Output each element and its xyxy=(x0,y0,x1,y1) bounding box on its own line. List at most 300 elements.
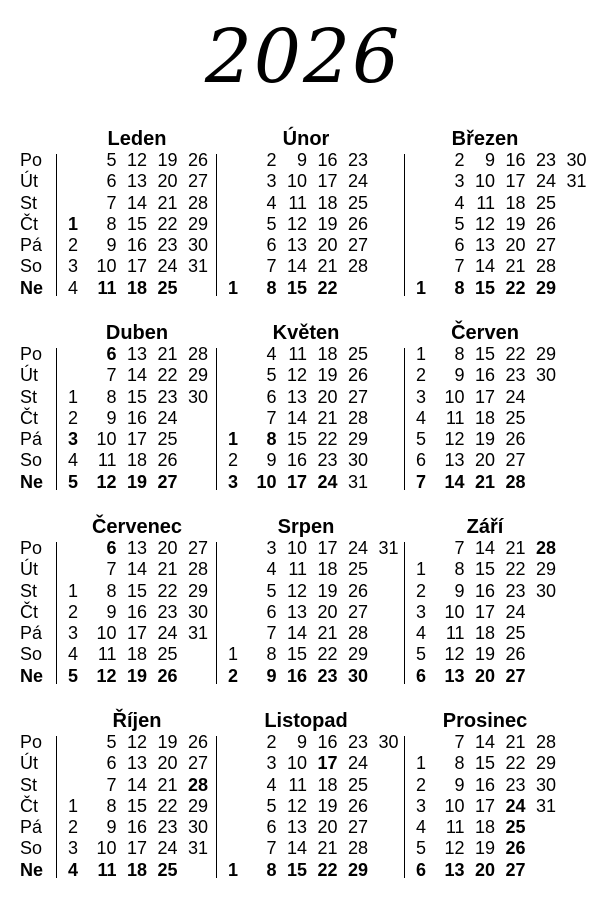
day-cell: 4 xyxy=(454,192,465,213)
day-cell: 10 xyxy=(444,795,465,816)
day-cell: 19 xyxy=(157,150,178,170)
day-cell: 8 xyxy=(266,644,277,665)
day-cell: 12 xyxy=(286,580,307,601)
day-cell: 5 xyxy=(415,644,426,665)
day-cell: 29 xyxy=(187,795,208,816)
day-cell: 8 xyxy=(106,580,117,601)
month-name: Červen xyxy=(451,322,519,344)
day-label: Ne xyxy=(20,471,44,492)
day-cell: 10 xyxy=(96,838,117,859)
day-cell: 4 xyxy=(266,559,277,580)
day-cell: 27 xyxy=(535,235,556,256)
day-cell: 3 xyxy=(266,753,277,774)
day-cell: 12 xyxy=(444,644,465,665)
day-cell: 11 xyxy=(97,277,117,298)
day-cell: 14 xyxy=(286,623,307,644)
day-label: Čt xyxy=(20,795,38,816)
day-cell: 5 xyxy=(415,429,426,450)
day-cell: 4 xyxy=(67,859,78,880)
day-cell: 7 xyxy=(106,559,117,580)
day-cell: 31 xyxy=(187,623,208,644)
day-cell: 14 xyxy=(126,192,147,213)
day-cell: 24 xyxy=(535,171,556,192)
month-name: Duben xyxy=(105,322,169,344)
day-label: Pá xyxy=(20,235,43,256)
day-cell: 12 xyxy=(126,732,147,752)
day-cell: 16 xyxy=(126,407,147,428)
day-cell: 4 xyxy=(415,817,426,838)
day-cell: 1 xyxy=(415,277,426,298)
day-cell: 12 xyxy=(286,365,307,386)
day-cell: 16 xyxy=(317,150,338,170)
day-cell: 10 xyxy=(96,623,117,644)
day-cell: 10 xyxy=(286,538,307,558)
day-cell: 21 xyxy=(317,623,338,644)
day-cell: 2 xyxy=(67,407,78,428)
day-cell: 18 xyxy=(474,407,495,428)
day-cell: 30 xyxy=(535,365,556,386)
day-cell: 8 xyxy=(266,429,277,450)
day-cell: 7 xyxy=(106,192,117,213)
day-cell: 5 xyxy=(67,665,78,686)
day-cell: 21 xyxy=(474,471,495,492)
day-cell: 11 xyxy=(288,559,307,580)
day-cell: 13 xyxy=(444,859,465,880)
day-cell: 12 xyxy=(126,150,147,170)
day-cell: 13 xyxy=(286,386,307,407)
day-cell: 12 xyxy=(474,213,495,234)
day-cell: 6 xyxy=(415,859,426,880)
day-cell: 16 xyxy=(126,235,147,256)
day-cell: 12 xyxy=(96,665,117,686)
day-cell: 22 xyxy=(317,859,338,880)
day-cell: 8 xyxy=(266,277,277,298)
day-cell: 24 xyxy=(347,538,368,558)
day-cell: 30 xyxy=(347,450,368,471)
day-cell: 2 xyxy=(67,235,78,256)
day-cell: 5 xyxy=(454,213,465,234)
day-cell: 11 xyxy=(97,644,117,665)
day-cell: 6 xyxy=(266,386,277,407)
day-label: Pá xyxy=(20,429,43,450)
day-cell: 31 xyxy=(535,795,556,816)
day-cell: 25 xyxy=(535,192,556,213)
day-cell: 29 xyxy=(347,644,368,665)
day-cell: 19 xyxy=(474,429,495,450)
day-cell: 3 xyxy=(415,386,426,407)
day-cell: 25 xyxy=(157,859,178,880)
day-cell: 7 xyxy=(454,732,465,752)
day-cell: 28 xyxy=(505,471,526,492)
day-cell: 25 xyxy=(505,623,526,644)
day-cell: 25 xyxy=(157,644,178,665)
day-cell: 25 xyxy=(347,192,368,213)
month-name: Srpen xyxy=(277,516,335,538)
month-name: Říjen xyxy=(112,710,162,732)
day-cell: 4 xyxy=(67,450,78,471)
day-label: Ne xyxy=(20,277,44,298)
day-cell: 27 xyxy=(157,471,178,492)
day-cell: 5 xyxy=(106,732,117,752)
day-cell: 4 xyxy=(266,192,277,213)
day-cell: 26 xyxy=(347,795,368,816)
day-cell: 24 xyxy=(347,753,368,774)
day-cell: 30 xyxy=(378,732,399,752)
day-cell: 20 xyxy=(157,538,178,558)
day-cell: 26 xyxy=(535,213,556,234)
day-label: Út xyxy=(20,559,38,580)
day-cell: 18 xyxy=(474,623,495,644)
day-cell: 30 xyxy=(187,601,208,622)
day-cell: 28 xyxy=(187,192,208,213)
day-cell: 6 xyxy=(106,171,117,192)
day-cell: 11 xyxy=(445,817,465,838)
day-cell: 17 xyxy=(474,601,495,622)
day-cell: 17 xyxy=(286,471,307,492)
day-cell: 9 xyxy=(454,580,465,601)
day-cell: 7 xyxy=(266,256,277,277)
day-cell: 3 xyxy=(266,171,277,192)
month-name: Prosinec xyxy=(442,710,528,732)
day-cell: 7 xyxy=(454,256,465,277)
day-cell: 28 xyxy=(535,732,556,752)
day-cell: 11 xyxy=(288,192,307,213)
day-cell: 29 xyxy=(347,859,368,880)
day-cell: 24 xyxy=(505,795,526,816)
day-cell: 1 xyxy=(227,644,238,665)
day-label: So xyxy=(20,256,43,277)
day-cell: 24 xyxy=(347,171,368,192)
day-cell: 6 xyxy=(454,235,465,256)
day-cell: 14 xyxy=(474,256,495,277)
day-cell: 19 xyxy=(157,732,178,752)
day-cell: 27 xyxy=(347,601,368,622)
day-cell: 15 xyxy=(474,277,495,298)
day-cell: 21 xyxy=(157,192,178,213)
day-cell: 20 xyxy=(317,386,338,407)
month-červen xyxy=(0,322,606,497)
day-cell: 15 xyxy=(474,344,495,364)
day-cell: 19 xyxy=(317,213,338,234)
day-cell: 25 xyxy=(157,429,178,450)
day-cell: 28 xyxy=(535,538,556,558)
day-cell: 25 xyxy=(347,344,368,364)
day-cell: 26 xyxy=(157,450,178,471)
day-cell: 18 xyxy=(474,817,495,838)
day-cell: 16 xyxy=(474,774,495,795)
day-cell: 21 xyxy=(157,344,178,364)
day-cell: 15 xyxy=(474,559,495,580)
day-cell: 23 xyxy=(317,450,338,471)
day-cell: 24 xyxy=(505,386,526,407)
day-cell: 2 xyxy=(67,601,78,622)
day-cell: 20 xyxy=(474,450,495,471)
day-cell: 30 xyxy=(187,386,208,407)
day-cell: 26 xyxy=(347,580,368,601)
day-cell: 9 xyxy=(106,817,117,838)
day-cell: 6 xyxy=(106,538,117,558)
day-cell: 27 xyxy=(187,171,208,192)
day-cell: 22 xyxy=(505,753,526,774)
day-cell: 16 xyxy=(474,365,495,386)
day-cell: 20 xyxy=(317,235,338,256)
day-cell: 31 xyxy=(566,171,587,192)
day-cell: 8 xyxy=(106,386,117,407)
month-září xyxy=(0,516,606,691)
day-cell: 15 xyxy=(126,580,147,601)
day-cell: 23 xyxy=(157,817,178,838)
day-cell: 3 xyxy=(67,429,78,450)
day-cell: 4 xyxy=(415,407,426,428)
day-cell: 2 xyxy=(415,365,426,386)
day-cell: 23 xyxy=(157,386,178,407)
day-cell: 29 xyxy=(187,213,208,234)
day-cell: 1 xyxy=(227,429,238,450)
day-cell: 20 xyxy=(157,753,178,774)
day-label: St xyxy=(20,774,38,795)
day-label: Po xyxy=(20,538,43,558)
day-cell: 23 xyxy=(505,774,526,795)
day-cell: 28 xyxy=(535,256,556,277)
day-cell: 30 xyxy=(187,817,208,838)
day-cell: 22 xyxy=(505,344,526,364)
day-cell: 2 xyxy=(454,150,465,170)
day-cell: 14 xyxy=(286,407,307,428)
day-cell: 1 xyxy=(67,580,78,601)
month-name: Září xyxy=(466,516,504,538)
day-cell: 8 xyxy=(266,859,277,880)
day-cell: 8 xyxy=(454,559,465,580)
day-cell: 20 xyxy=(474,859,495,880)
day-cell: 13 xyxy=(286,601,307,622)
day-cell: 12 xyxy=(444,429,465,450)
day-cell: 18 xyxy=(126,277,147,298)
day-cell: 26 xyxy=(347,365,368,386)
day-cell: 8 xyxy=(454,344,465,364)
day-cell: 31 xyxy=(187,838,208,859)
day-cell: 17 xyxy=(474,386,495,407)
day-cell: 5 xyxy=(415,838,426,859)
day-cell: 6 xyxy=(106,753,117,774)
divider xyxy=(404,542,405,684)
day-cell: 10 xyxy=(96,429,117,450)
day-cell: 17 xyxy=(505,171,526,192)
day-cell: 7 xyxy=(106,774,117,795)
day-cell: 26 xyxy=(187,150,208,170)
day-cell: 12 xyxy=(444,838,465,859)
day-cell: 17 xyxy=(317,753,338,774)
day-cell: 29 xyxy=(187,365,208,386)
day-cell: 15 xyxy=(126,795,147,816)
day-cell: 11 xyxy=(97,450,117,471)
day-cell: 31 xyxy=(378,538,399,558)
day-label: Čt xyxy=(20,407,38,428)
day-cell: 23 xyxy=(157,235,178,256)
day-cell: 24 xyxy=(157,623,178,644)
day-cell: 17 xyxy=(126,838,147,859)
day-cell: 26 xyxy=(157,665,178,686)
day-cell: 12 xyxy=(96,471,117,492)
day-cell: 1 xyxy=(67,795,78,816)
day-cell: 29 xyxy=(535,753,556,774)
day-cell: 30 xyxy=(187,235,208,256)
day-cell: 10 xyxy=(286,753,307,774)
day-cell: 14 xyxy=(286,256,307,277)
day-cell: 17 xyxy=(317,538,338,558)
day-label: Po xyxy=(20,732,43,752)
day-cell: 5 xyxy=(266,795,277,816)
day-cell: 19 xyxy=(317,795,338,816)
day-cell: 19 xyxy=(474,838,495,859)
day-cell: 18 xyxy=(317,344,338,364)
day-cell: 5 xyxy=(67,471,78,492)
day-cell: 11 xyxy=(445,623,465,644)
day-cell: 14 xyxy=(126,774,147,795)
day-cell: 20 xyxy=(505,235,526,256)
day-cell: 2 xyxy=(227,450,238,471)
month-name: Leden xyxy=(107,128,167,150)
day-cell: 11 xyxy=(97,859,117,880)
day-cell: 30 xyxy=(347,665,368,686)
day-cell: 9 xyxy=(106,235,117,256)
day-cell: 16 xyxy=(126,817,147,838)
day-cell: 13 xyxy=(126,171,147,192)
day-cell: 28 xyxy=(347,407,368,428)
day-label: Út xyxy=(20,365,38,386)
day-cell: 22 xyxy=(505,559,526,580)
day-cell: 23 xyxy=(505,365,526,386)
day-label: So xyxy=(20,644,43,665)
day-label: Ne xyxy=(20,859,44,880)
day-label: St xyxy=(20,386,38,407)
day-cell: 11 xyxy=(288,344,307,364)
day-label: Čt xyxy=(20,601,38,622)
day-cell: 3 xyxy=(415,795,426,816)
day-cell: 23 xyxy=(535,150,556,170)
divider xyxy=(404,154,405,296)
day-cell: 9 xyxy=(454,365,465,386)
day-cell: 4 xyxy=(415,623,426,644)
day-cell: 2 xyxy=(415,580,426,601)
day-cell: 3 xyxy=(415,601,426,622)
day-cell: 18 xyxy=(126,450,147,471)
day-cell: 29 xyxy=(535,559,556,580)
day-cell: 7 xyxy=(266,407,277,428)
divider xyxy=(404,348,405,490)
day-cell: 15 xyxy=(126,386,147,407)
day-cell: 16 xyxy=(505,150,526,170)
day-cell: 9 xyxy=(106,601,117,622)
day-cell: 22 xyxy=(317,644,338,665)
day-cell: 9 xyxy=(106,407,117,428)
day-cell: 23 xyxy=(157,601,178,622)
day-cell: 14 xyxy=(126,365,147,386)
day-cell: 15 xyxy=(286,644,307,665)
day-cell: 5 xyxy=(266,365,277,386)
month-name: Březen xyxy=(451,128,519,150)
day-cell: 21 xyxy=(505,732,526,752)
day-cell: 20 xyxy=(157,171,178,192)
day-cell: 7 xyxy=(266,623,277,644)
day-cell: 13 xyxy=(126,753,147,774)
day-cell: 21 xyxy=(157,774,178,795)
day-cell: 15 xyxy=(286,277,307,298)
day-cell: 15 xyxy=(126,213,147,234)
month-březen xyxy=(0,128,606,303)
day-cell: 28 xyxy=(187,344,208,364)
day-cell: 14 xyxy=(474,538,495,558)
day-cell: 24 xyxy=(157,838,178,859)
day-cell: 18 xyxy=(126,644,147,665)
day-cell: 6 xyxy=(415,450,426,471)
day-cell: 31 xyxy=(187,256,208,277)
day-cell: 21 xyxy=(317,407,338,428)
month-name: Červenec xyxy=(91,516,183,538)
day-cell: 9 xyxy=(454,774,465,795)
day-cell: 27 xyxy=(347,235,368,256)
day-cell: 9 xyxy=(296,732,307,752)
day-cell: 27 xyxy=(347,386,368,407)
day-cell: 22 xyxy=(157,365,178,386)
day-cell: 20 xyxy=(474,665,495,686)
day-cell: 3 xyxy=(266,538,277,558)
day-cell: 7 xyxy=(266,838,277,859)
day-cell: 27 xyxy=(347,817,368,838)
day-cell: 2 xyxy=(266,732,277,752)
day-cell: 28 xyxy=(347,256,368,277)
day-cell: 10 xyxy=(256,471,277,492)
day-label: Po xyxy=(20,344,43,364)
day-cell: 27 xyxy=(187,753,208,774)
day-cell: 29 xyxy=(535,277,556,298)
day-cell: 1 xyxy=(415,559,426,580)
day-cell: 1 xyxy=(67,213,78,234)
month-prosinec xyxy=(0,710,606,885)
day-cell: 16 xyxy=(286,665,307,686)
day-cell: 13 xyxy=(286,817,307,838)
day-cell: 4 xyxy=(266,344,277,364)
day-cell: 26 xyxy=(347,213,368,234)
day-cell: 9 xyxy=(266,450,277,471)
day-cell: 21 xyxy=(317,838,338,859)
day-label: So xyxy=(20,450,43,471)
day-cell: 3 xyxy=(454,171,465,192)
day-cell: 27 xyxy=(505,859,526,880)
month-name: Listopad xyxy=(264,710,348,732)
day-cell: 11 xyxy=(476,192,495,213)
day-cell: 6 xyxy=(415,665,426,686)
day-cell: 3 xyxy=(67,838,78,859)
day-cell: 6 xyxy=(266,817,277,838)
day-cell: 4 xyxy=(67,277,78,298)
day-cell: 24 xyxy=(157,256,178,277)
day-cell: 21 xyxy=(505,538,526,558)
day-cell: 27 xyxy=(187,538,208,558)
day-cell: 3 xyxy=(67,256,78,277)
day-cell: 1 xyxy=(67,386,78,407)
day-cell: 22 xyxy=(157,213,178,234)
day-cell: 16 xyxy=(317,732,338,752)
day-label: Pá xyxy=(20,817,43,838)
day-label: St xyxy=(20,192,38,213)
day-cell: 20 xyxy=(317,601,338,622)
day-cell: 17 xyxy=(317,171,338,192)
day-cell: 29 xyxy=(347,429,368,450)
day-cell: 1 xyxy=(227,859,238,880)
day-cell: 17 xyxy=(126,256,147,277)
day-cell: 23 xyxy=(317,665,338,686)
day-cell: 14 xyxy=(444,471,465,492)
